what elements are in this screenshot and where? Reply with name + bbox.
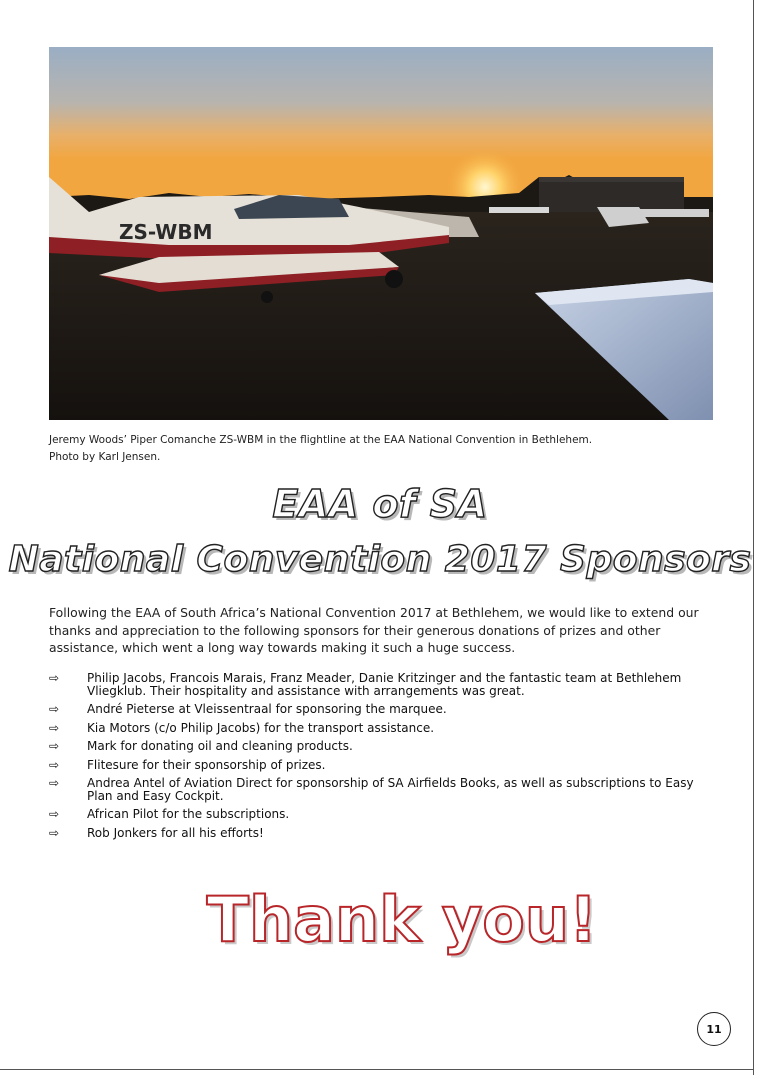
thank-you-heading: Thank you!: [206, 883, 598, 956]
list-item: [49, 759, 714, 772]
sponsor-text: André Pieterse at Vleissentraal for sponsoring the marquee.: [87, 702, 447, 716]
arrow-icon: ⇨: [49, 702, 60, 716]
arrow-icon: ⇨: [49, 757, 60, 772]
sponsor-text: Andrea Antel of Aviation Direct for sponsorship of SA Airfields Books, as well as subscriptions to Easy Plan and Easy Cockpit.: [87, 776, 694, 803]
list-item: [49, 722, 714, 735]
page-border-bottom: [0, 1069, 754, 1070]
photo-caption: [49, 432, 709, 466]
arrow-icon: ⇨: [49, 671, 60, 685]
arrow-icon: ⇨: [49, 739, 60, 753]
list-item: [49, 703, 714, 716]
list-item: [49, 777, 714, 802]
intro-paragraph: Following the EAA of South Africa’s National Convention 2017 at Bethlehem, we would like to extend our thanks and appreciation to the following sponsors for their generous donations of prizes and other assistance, which went a long way towards making it such a huge success.: [49, 605, 699, 655]
headline-line-1: EAA of SA: [272, 482, 488, 526]
sponsor-text: Flitesure for their sponsorship of prizes.: [87, 757, 326, 772]
sponsor-text: Philip Jacobs, Francois Marais, Franz Meader, Danie Kritzinger and the fantastic team at Bethlehem Vliegklub. Their hospitality and assistance with arrangements was great.: [87, 671, 682, 698]
arrow-icon: ⇨: [49, 720, 60, 735]
arrow-icon: ⇨: [49, 825, 60, 840]
aircraft-registration: ZS-WBM: [119, 220, 213, 244]
headline-line-2: National Convention 2017 Sponsors: [8, 539, 752, 580]
list-item: [49, 740, 714, 753]
caption-line-2: Photo by Karl Jensen.: [49, 451, 161, 463]
arrow-icon: ⇨: [49, 807, 60, 821]
list-item: [49, 827, 714, 840]
sponsor-text: Kia Motors (c/o Philip Jacobs) for the transport assistance.: [87, 720, 435, 735]
sponsor-text: Mark for donating oil and cleaning products.: [87, 739, 353, 753]
flightline-photo: [49, 47, 713, 420]
caption-line-1: Jeremy Woods’ Piper Comanche ZS-WBM in the flightline at the EAA National Convention in Bethlehem.: [49, 434, 593, 446]
page-number: 11: [697, 1012, 731, 1046]
list-item: [49, 672, 714, 697]
sponsor-text: African Pilot for the subscriptions.: [87, 807, 290, 821]
sponsor-text: Rob Jonkers for all his efforts!: [87, 825, 264, 840]
arrow-icon: ⇨: [49, 776, 60, 790]
list-item: [49, 808, 714, 821]
sponsor-list: [49, 672, 714, 845]
